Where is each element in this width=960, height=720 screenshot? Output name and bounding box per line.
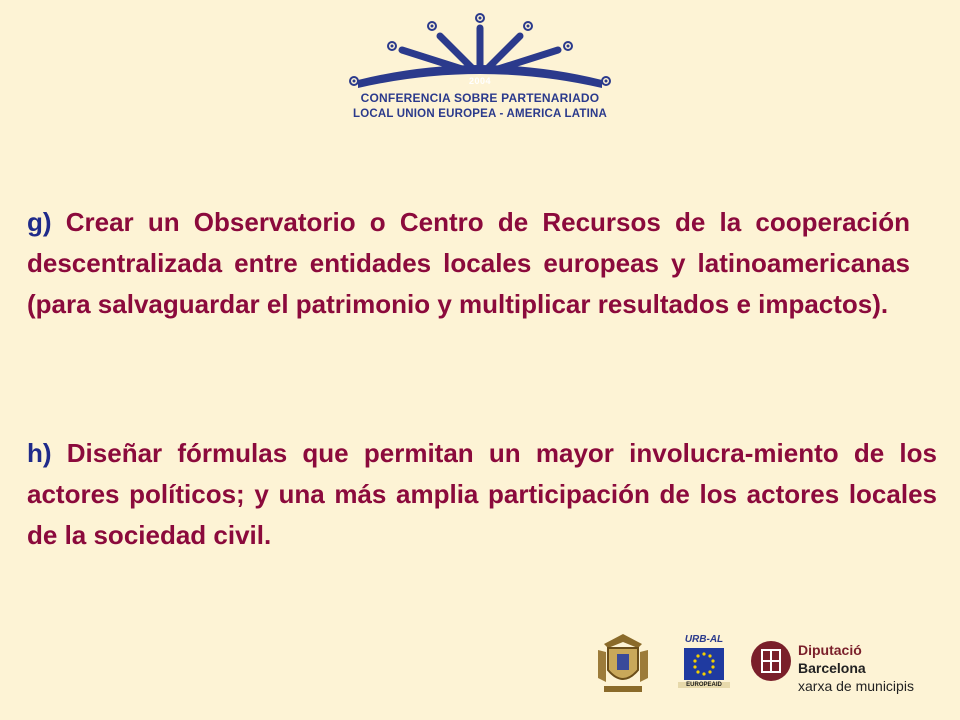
item-h-text: Diseñar fórmulas que permitan un mayor involucra-miento de los actores políticos; y una más amplia participación de los actores locales de la sociedad civil. [27,438,937,550]
logo-title-line1: CONFERENCIA SOBRE PARTENARIADO [360,91,600,105]
urbal-title: URB-AL [684,634,724,645]
coat-of-arms-logo [594,630,652,694]
coat-of-arms-icon [594,630,652,694]
item-g-text: Crear un Observatorio o Centro de Recursos de la cooperación descentralizada entre entidades locales europeas y latinoamericanas (para salvaguardar el patrimonio y multiplicar resultados e impactos). [27,207,910,319]
conference-logo [340,8,620,128]
diputacio-mark-icon [750,640,792,682]
diputacio-line3: xarxa de municipis [798,678,914,694]
urbal-subtitle: EUROPEAID [678,682,730,688]
diputacio-barcelona-logo [750,638,940,694]
urbal-logo [676,634,732,694]
item-g-letter: g) [27,207,52,237]
logo-title-line2: LOCAL UNION EUROPEA - AMERICA LATINA [352,108,608,120]
eu-flag-icon [684,648,724,680]
item-g-paragraph [27,202,910,325]
item-h-paragraph [27,433,937,556]
diputacio-line2: Barcelona [798,660,866,676]
diputacio-line1: Diputació [798,642,862,658]
item-h-letter: h) [27,438,52,468]
logo-year: 2004 [468,76,492,86]
